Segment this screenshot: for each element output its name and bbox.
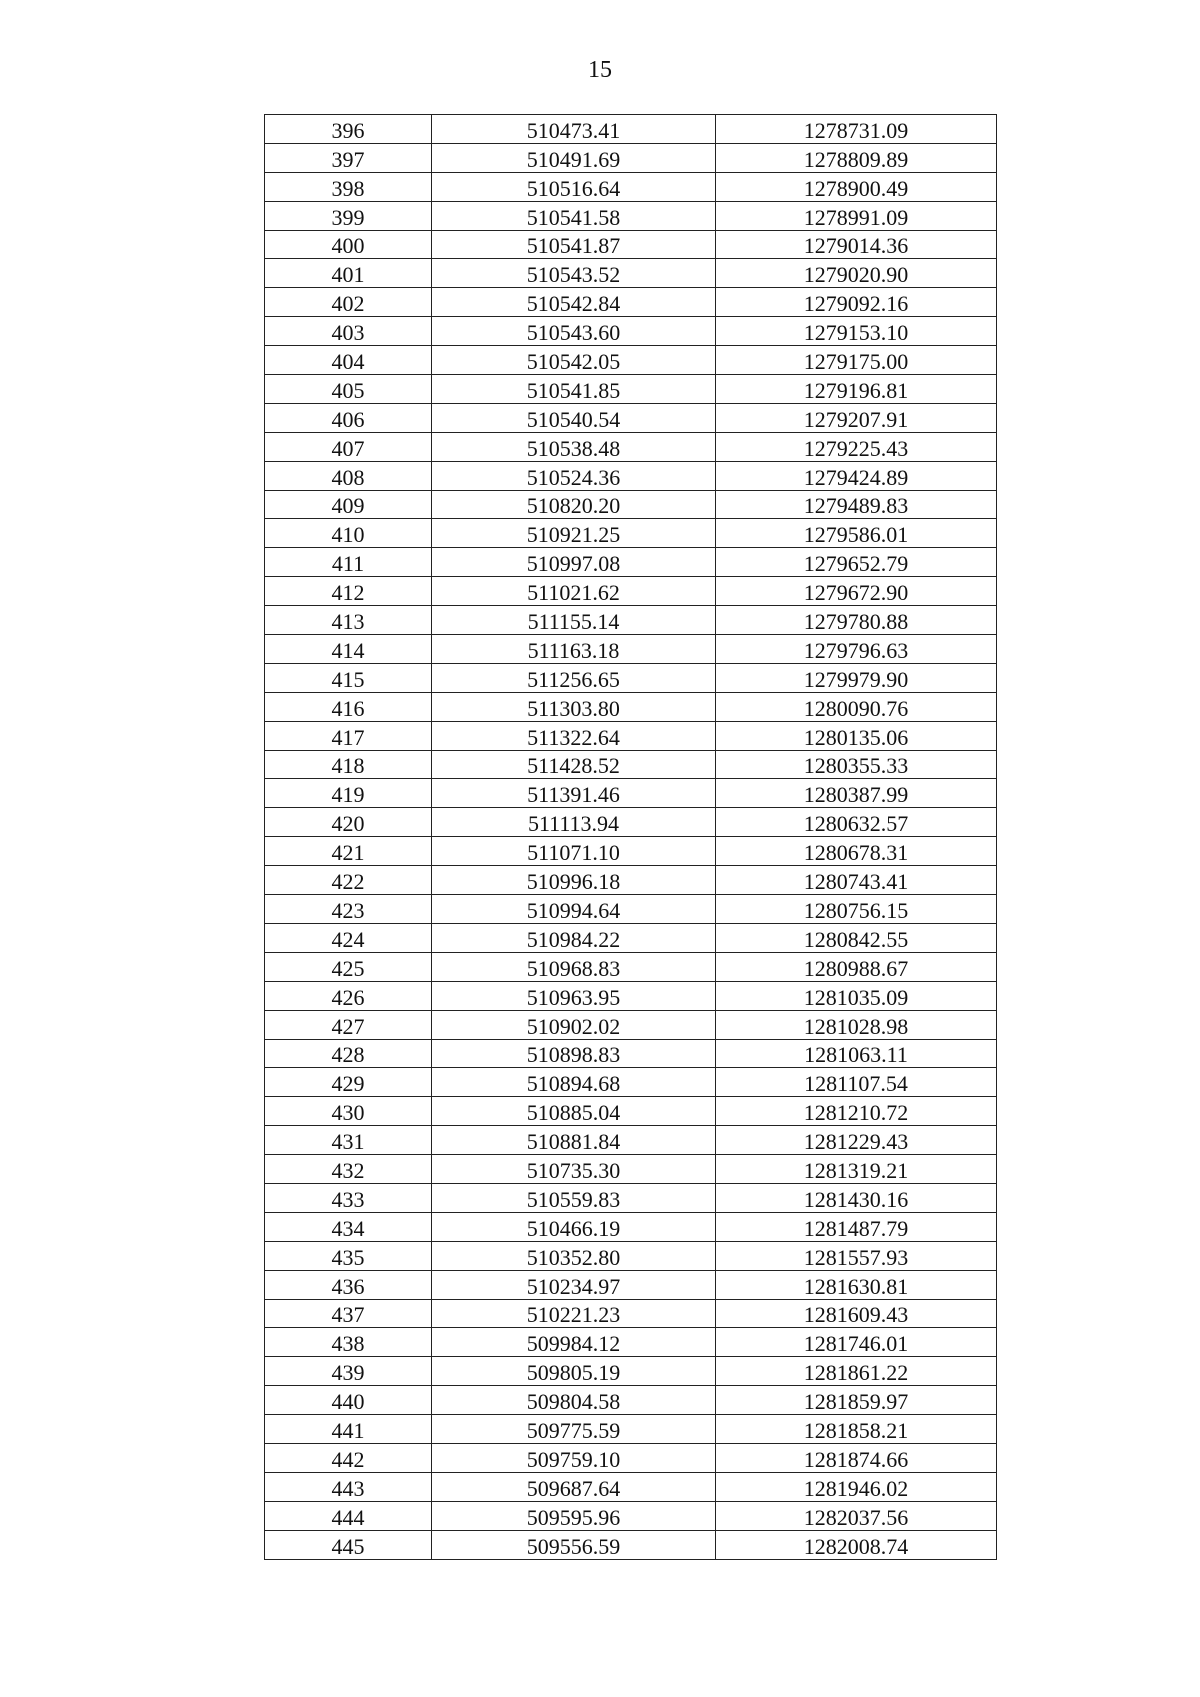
y-coordinate-cell: 1279424.89 bbox=[716, 461, 997, 490]
point-number-cell: 396 bbox=[265, 115, 432, 144]
point-number-cell: 427 bbox=[265, 1010, 432, 1039]
y-coordinate-cell: 1281746.01 bbox=[716, 1328, 997, 1357]
x-coordinate-cell: 510491.69 bbox=[432, 143, 716, 172]
x-coordinate-cell: 510516.64 bbox=[432, 172, 716, 201]
table-row bbox=[265, 1443, 997, 1472]
x-coordinate-cell: 510352.80 bbox=[432, 1241, 716, 1270]
y-coordinate-cell: 1279489.83 bbox=[716, 490, 997, 519]
x-coordinate-cell: 510221.23 bbox=[432, 1299, 716, 1328]
table-row bbox=[265, 1386, 997, 1415]
point-number-cell: 445 bbox=[265, 1530, 432, 1559]
table-row bbox=[265, 1010, 997, 1039]
point-number-cell: 400 bbox=[265, 230, 432, 259]
x-coordinate-cell: 510735.30 bbox=[432, 1155, 716, 1184]
point-number-cell: 431 bbox=[265, 1126, 432, 1155]
table-row bbox=[265, 1126, 997, 1155]
table-row bbox=[265, 115, 997, 144]
y-coordinate-cell: 1280632.57 bbox=[716, 808, 997, 837]
point-number-cell: 429 bbox=[265, 1068, 432, 1097]
y-coordinate-cell: 1281609.43 bbox=[716, 1299, 997, 1328]
y-coordinate-cell: 1281430.16 bbox=[716, 1183, 997, 1212]
x-coordinate-cell: 510234.97 bbox=[432, 1270, 716, 1299]
y-coordinate-cell: 1279979.90 bbox=[716, 663, 997, 692]
y-coordinate-cell: 1280355.33 bbox=[716, 750, 997, 779]
point-number-cell: 421 bbox=[265, 837, 432, 866]
x-coordinate-cell: 509804.58 bbox=[432, 1386, 716, 1415]
y-coordinate-cell: 1281319.21 bbox=[716, 1155, 997, 1184]
x-coordinate-cell: 510994.64 bbox=[432, 895, 716, 924]
y-coordinate-cell: 1282037.56 bbox=[716, 1501, 997, 1530]
x-coordinate-cell: 510963.95 bbox=[432, 981, 716, 1010]
x-coordinate-cell: 510538.48 bbox=[432, 432, 716, 461]
x-coordinate-cell: 509759.10 bbox=[432, 1443, 716, 1472]
x-coordinate-cell: 510968.83 bbox=[432, 952, 716, 981]
x-coordinate-cell: 510921.25 bbox=[432, 519, 716, 548]
y-coordinate-cell: 1281107.54 bbox=[716, 1068, 997, 1097]
table-row bbox=[265, 1155, 997, 1184]
x-coordinate-cell: 509687.64 bbox=[432, 1472, 716, 1501]
y-coordinate-cell: 1279207.91 bbox=[716, 403, 997, 432]
y-coordinate-cell: 1280678.31 bbox=[716, 837, 997, 866]
x-coordinate-cell: 511155.14 bbox=[432, 606, 716, 635]
table-row bbox=[265, 1097, 997, 1126]
y-coordinate-cell: 1280387.99 bbox=[716, 779, 997, 808]
table-row bbox=[265, 259, 997, 288]
table-row bbox=[265, 230, 997, 259]
y-coordinate-cell: 1279586.01 bbox=[716, 519, 997, 548]
table-row bbox=[265, 750, 997, 779]
point-number-cell: 430 bbox=[265, 1097, 432, 1126]
point-number-cell: 426 bbox=[265, 981, 432, 1010]
y-coordinate-cell: 1281035.09 bbox=[716, 981, 997, 1010]
x-coordinate-cell: 510541.87 bbox=[432, 230, 716, 259]
x-coordinate-cell: 511322.64 bbox=[432, 721, 716, 750]
x-coordinate-cell: 510996.18 bbox=[432, 866, 716, 895]
point-number-cell: 437 bbox=[265, 1299, 432, 1328]
point-number-cell: 399 bbox=[265, 201, 432, 230]
point-number-cell: 420 bbox=[265, 808, 432, 837]
y-coordinate-cell: 1279196.81 bbox=[716, 375, 997, 404]
table-row bbox=[265, 895, 997, 924]
table-row bbox=[265, 288, 997, 317]
point-number-cell: 424 bbox=[265, 923, 432, 952]
point-number-cell: 405 bbox=[265, 375, 432, 404]
y-coordinate-cell: 1281874.66 bbox=[716, 1443, 997, 1472]
point-number-cell: 428 bbox=[265, 1039, 432, 1068]
table-row bbox=[265, 1068, 997, 1097]
y-coordinate-cell: 1281557.93 bbox=[716, 1241, 997, 1270]
x-coordinate-cell: 510473.41 bbox=[432, 115, 716, 144]
x-coordinate-cell: 510997.08 bbox=[432, 548, 716, 577]
y-coordinate-cell: 1280842.55 bbox=[716, 923, 997, 952]
y-coordinate-cell: 1279092.16 bbox=[716, 288, 997, 317]
table-row bbox=[265, 923, 997, 952]
table-row bbox=[265, 1328, 997, 1357]
x-coordinate-cell: 511256.65 bbox=[432, 663, 716, 692]
x-coordinate-cell: 511391.46 bbox=[432, 779, 716, 808]
y-coordinate-cell: 1278991.09 bbox=[716, 201, 997, 230]
point-number-cell: 398 bbox=[265, 172, 432, 201]
x-coordinate-cell: 510881.84 bbox=[432, 1126, 716, 1155]
table-row bbox=[265, 1472, 997, 1501]
x-coordinate-cell: 510524.36 bbox=[432, 461, 716, 490]
y-coordinate-cell: 1280988.67 bbox=[716, 952, 997, 981]
point-number-cell: 414 bbox=[265, 635, 432, 664]
coordinates-table-body bbox=[265, 115, 997, 1560]
y-coordinate-cell: 1279225.43 bbox=[716, 432, 997, 461]
y-coordinate-cell: 1281487.79 bbox=[716, 1212, 997, 1241]
y-coordinate-cell: 1279652.79 bbox=[716, 548, 997, 577]
table-row bbox=[265, 721, 997, 750]
table-row bbox=[265, 548, 997, 577]
point-number-cell: 406 bbox=[265, 403, 432, 432]
table-row bbox=[265, 403, 997, 432]
y-coordinate-cell: 1278731.09 bbox=[716, 115, 997, 144]
point-number-cell: 444 bbox=[265, 1501, 432, 1530]
y-coordinate-cell: 1282008.74 bbox=[716, 1530, 997, 1559]
point-number-cell: 434 bbox=[265, 1212, 432, 1241]
point-number-cell: 438 bbox=[265, 1328, 432, 1357]
point-number-cell: 443 bbox=[265, 1472, 432, 1501]
point-number-cell: 411 bbox=[265, 548, 432, 577]
table-row bbox=[265, 606, 997, 635]
table-row bbox=[265, 1357, 997, 1386]
table-row bbox=[265, 808, 997, 837]
table-row bbox=[265, 837, 997, 866]
point-number-cell: 404 bbox=[265, 346, 432, 375]
point-number-cell: 423 bbox=[265, 895, 432, 924]
x-coordinate-cell: 510541.58 bbox=[432, 201, 716, 230]
y-coordinate-cell: 1281858.21 bbox=[716, 1415, 997, 1444]
table-row bbox=[265, 461, 997, 490]
x-coordinate-cell: 509805.19 bbox=[432, 1357, 716, 1386]
x-coordinate-cell: 509775.59 bbox=[432, 1415, 716, 1444]
y-coordinate-cell: 1279796.63 bbox=[716, 635, 997, 664]
x-coordinate-cell: 510543.60 bbox=[432, 317, 716, 346]
coordinates-table bbox=[264, 114, 997, 1560]
x-coordinate-cell: 510894.68 bbox=[432, 1068, 716, 1097]
point-number-cell: 401 bbox=[265, 259, 432, 288]
y-coordinate-cell: 1279780.88 bbox=[716, 606, 997, 635]
point-number-cell: 413 bbox=[265, 606, 432, 635]
x-coordinate-cell: 510885.04 bbox=[432, 1097, 716, 1126]
x-coordinate-cell: 510542.84 bbox=[432, 288, 716, 317]
y-coordinate-cell: 1280135.06 bbox=[716, 721, 997, 750]
point-number-cell: 422 bbox=[265, 866, 432, 895]
table-row bbox=[265, 1299, 997, 1328]
table-row bbox=[265, 375, 997, 404]
point-number-cell: 433 bbox=[265, 1183, 432, 1212]
table-row bbox=[265, 519, 997, 548]
table-row bbox=[265, 143, 997, 172]
x-coordinate-cell: 510540.54 bbox=[432, 403, 716, 432]
table-row bbox=[265, 1270, 997, 1299]
x-coordinate-cell: 511163.18 bbox=[432, 635, 716, 664]
point-number-cell: 436 bbox=[265, 1270, 432, 1299]
table-row bbox=[265, 172, 997, 201]
table-row bbox=[265, 1241, 997, 1270]
y-coordinate-cell: 1280743.41 bbox=[716, 866, 997, 895]
y-coordinate-cell: 1279153.10 bbox=[716, 317, 997, 346]
x-coordinate-cell: 510820.20 bbox=[432, 490, 716, 519]
point-number-cell: 439 bbox=[265, 1357, 432, 1386]
table-row bbox=[265, 1212, 997, 1241]
table-row bbox=[265, 1501, 997, 1530]
x-coordinate-cell: 511113.94 bbox=[432, 808, 716, 837]
table-row bbox=[265, 635, 997, 664]
page-number: 15 bbox=[588, 57, 612, 83]
x-coordinate-cell: 510541.85 bbox=[432, 375, 716, 404]
table-row bbox=[265, 432, 997, 461]
x-coordinate-cell: 510984.22 bbox=[432, 923, 716, 952]
x-coordinate-cell: 510543.52 bbox=[432, 259, 716, 288]
x-coordinate-cell: 511071.10 bbox=[432, 837, 716, 866]
y-coordinate-cell: 1281946.02 bbox=[716, 1472, 997, 1501]
y-coordinate-cell: 1279014.36 bbox=[716, 230, 997, 259]
table-row bbox=[265, 663, 997, 692]
x-coordinate-cell: 510898.83 bbox=[432, 1039, 716, 1068]
point-number-cell: 408 bbox=[265, 461, 432, 490]
point-number-cell: 403 bbox=[265, 317, 432, 346]
table-row bbox=[265, 490, 997, 519]
table-row bbox=[265, 1530, 997, 1559]
x-coordinate-cell: 510542.05 bbox=[432, 346, 716, 375]
x-coordinate-cell: 510902.02 bbox=[432, 1010, 716, 1039]
table-row bbox=[265, 346, 997, 375]
y-coordinate-cell: 1280756.15 bbox=[716, 895, 997, 924]
x-coordinate-cell: 510466.19 bbox=[432, 1212, 716, 1241]
point-number-cell: 402 bbox=[265, 288, 432, 317]
table-row bbox=[265, 1183, 997, 1212]
x-coordinate-cell: 509595.96 bbox=[432, 1501, 716, 1530]
y-coordinate-cell: 1281210.72 bbox=[716, 1097, 997, 1126]
x-coordinate-cell: 509556.59 bbox=[432, 1530, 716, 1559]
table-row bbox=[265, 952, 997, 981]
point-number-cell: 440 bbox=[265, 1386, 432, 1415]
y-coordinate-cell: 1280090.76 bbox=[716, 692, 997, 721]
y-coordinate-cell: 1279020.90 bbox=[716, 259, 997, 288]
table-row bbox=[265, 779, 997, 808]
point-number-cell: 432 bbox=[265, 1155, 432, 1184]
y-coordinate-cell: 1281859.97 bbox=[716, 1386, 997, 1415]
point-number-cell: 412 bbox=[265, 577, 432, 606]
y-coordinate-cell: 1281063.11 bbox=[716, 1039, 997, 1068]
x-coordinate-cell: 509984.12 bbox=[432, 1328, 716, 1357]
table-row bbox=[265, 1415, 997, 1444]
point-number-cell: 419 bbox=[265, 779, 432, 808]
table-row bbox=[265, 981, 997, 1010]
point-number-cell: 409 bbox=[265, 490, 432, 519]
point-number-cell: 410 bbox=[265, 519, 432, 548]
y-coordinate-cell: 1281861.22 bbox=[716, 1357, 997, 1386]
table-row bbox=[265, 577, 997, 606]
table-row bbox=[265, 201, 997, 230]
x-coordinate-cell: 510559.83 bbox=[432, 1183, 716, 1212]
point-number-cell: 418 bbox=[265, 750, 432, 779]
table-row bbox=[265, 866, 997, 895]
point-number-cell: 442 bbox=[265, 1443, 432, 1472]
table-row bbox=[265, 1039, 997, 1068]
point-number-cell: 441 bbox=[265, 1415, 432, 1444]
point-number-cell: 407 bbox=[265, 432, 432, 461]
point-number-cell: 417 bbox=[265, 721, 432, 750]
y-coordinate-cell: 1281028.98 bbox=[716, 1010, 997, 1039]
y-coordinate-cell: 1278809.89 bbox=[716, 143, 997, 172]
y-coordinate-cell: 1279175.00 bbox=[716, 346, 997, 375]
point-number-cell: 425 bbox=[265, 952, 432, 981]
point-number-cell: 416 bbox=[265, 692, 432, 721]
y-coordinate-cell: 1281630.81 bbox=[716, 1270, 997, 1299]
point-number-cell: 435 bbox=[265, 1241, 432, 1270]
table-row bbox=[265, 692, 997, 721]
point-number-cell: 397 bbox=[265, 143, 432, 172]
y-coordinate-cell: 1278900.49 bbox=[716, 172, 997, 201]
x-coordinate-cell: 511021.62 bbox=[432, 577, 716, 606]
x-coordinate-cell: 511428.52 bbox=[432, 750, 716, 779]
point-number-cell: 415 bbox=[265, 663, 432, 692]
table-row bbox=[265, 317, 997, 346]
y-coordinate-cell: 1279672.90 bbox=[716, 577, 997, 606]
x-coordinate-cell: 511303.80 bbox=[432, 692, 716, 721]
y-coordinate-cell: 1281229.43 bbox=[716, 1126, 997, 1155]
